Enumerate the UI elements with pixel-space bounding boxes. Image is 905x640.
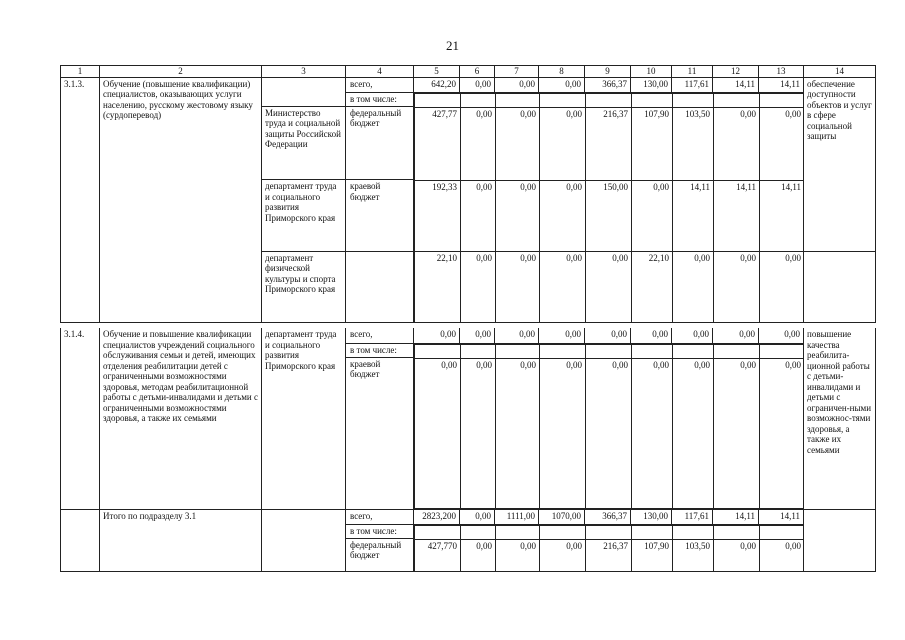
table-row bbox=[61, 328, 876, 343]
value-cell bbox=[586, 344, 632, 358]
values-block bbox=[414, 343, 804, 509]
table-row bbox=[415, 93, 804, 107]
result-cell bbox=[804, 251, 876, 323]
values-block bbox=[414, 92, 804, 323]
result-cell: обеспечение доступности объектов и услуг в сфере социальной защиты bbox=[804, 77, 876, 251]
value-cell bbox=[632, 93, 673, 107]
value-cell bbox=[540, 93, 586, 107]
value-cell: 0,00 bbox=[496, 180, 540, 251]
value-cell bbox=[496, 344, 540, 358]
value-cell bbox=[540, 525, 586, 539]
executor-cell: департамент физической культуры и спорта Приморского края bbox=[262, 251, 346, 323]
value-cell: 2823,200 bbox=[414, 509, 460, 524]
item-code: 3.1.3. bbox=[61, 77, 100, 323]
table-row bbox=[61, 77, 876, 92]
value-cell: 14,11 bbox=[760, 180, 804, 251]
program-table bbox=[60, 65, 876, 323]
value-cell bbox=[415, 344, 461, 358]
col-header: 5 bbox=[414, 66, 460, 78]
result-cell bbox=[804, 509, 876, 572]
value-cell: 0,00 bbox=[496, 358, 540, 508]
item-code bbox=[61, 509, 100, 572]
value-cell: 0,00 bbox=[672, 328, 713, 343]
value-cell: 0,00 bbox=[586, 251, 632, 322]
value-cell: 0,00 bbox=[714, 107, 760, 180]
col-header: 10 bbox=[631, 66, 672, 78]
table-row bbox=[415, 358, 804, 508]
value-cell: 0,00 bbox=[461, 251, 496, 322]
value-cell: 14,11 bbox=[673, 180, 714, 251]
value-cell: 0,00 bbox=[673, 358, 714, 508]
value-cell: 150,00 bbox=[586, 180, 632, 251]
value-cell: 0,00 bbox=[495, 77, 539, 92]
value-cell: 0,00 bbox=[496, 107, 540, 180]
value-cell bbox=[461, 344, 496, 358]
executor-cell bbox=[262, 509, 346, 572]
including-label: в том числе: bbox=[346, 92, 414, 106]
value-cell: 0,00 bbox=[460, 77, 495, 92]
value-cell: 0,00 bbox=[713, 328, 759, 343]
value-cell: 0,00 bbox=[714, 539, 760, 571]
value-cell: 427,770 bbox=[415, 539, 461, 571]
value-cell: 427,77 bbox=[415, 107, 461, 180]
source-label: федеральный бюджет bbox=[346, 106, 414, 179]
value-cell: 216,37 bbox=[586, 539, 632, 571]
col-header: 1 bbox=[61, 66, 100, 78]
value-cell: 0,00 bbox=[540, 180, 586, 251]
value-cell: 0,00 bbox=[540, 358, 586, 508]
value-cell bbox=[673, 344, 714, 358]
value-cell: 0,00 bbox=[540, 539, 586, 571]
value-cell: 642,20 bbox=[414, 77, 460, 92]
table-row bbox=[415, 107, 804, 180]
value-cell bbox=[760, 93, 804, 107]
value-cell bbox=[415, 525, 461, 539]
value-cell: 0,00 bbox=[539, 77, 585, 92]
value-cell bbox=[461, 525, 496, 539]
item-code: 3.1.4. bbox=[61, 328, 100, 509]
col-header: 2 bbox=[100, 66, 262, 78]
value-cell: 0,00 bbox=[496, 251, 540, 322]
source-label bbox=[346, 251, 414, 323]
executor-cell bbox=[262, 77, 346, 106]
col-header: 11 bbox=[672, 66, 713, 78]
value-cell: 0,00 bbox=[461, 358, 496, 508]
value-cell: 130,00 bbox=[631, 77, 672, 92]
result-cell: повышение качества реабилита-ционной работы с детьми-инвалидами и детьми с ограничен-ными возможнос-тями здоровья, а также их семьями bbox=[804, 328, 876, 509]
source-label: всего, bbox=[346, 509, 414, 524]
value-cell bbox=[714, 93, 760, 107]
col-header: 13 bbox=[759, 66, 804, 78]
value-cell bbox=[461, 93, 496, 107]
table-row bbox=[415, 251, 804, 322]
value-cell bbox=[632, 525, 673, 539]
value-cell: 366,37 bbox=[585, 77, 631, 92]
executor-cell: Министерство труда и социальной защиты Российской Федерации bbox=[262, 106, 346, 179]
value-cell bbox=[586, 525, 632, 539]
value-cell: 117,61 bbox=[672, 509, 713, 524]
value-cell: 0,00 bbox=[415, 358, 461, 508]
value-cell bbox=[540, 344, 586, 358]
source-label: всего, bbox=[346, 77, 414, 92]
value-cell: 0,00 bbox=[461, 539, 496, 571]
value-cell: 0,00 bbox=[632, 358, 673, 508]
source-label: федеральный бюджет bbox=[346, 538, 414, 571]
value-cell: 0,00 bbox=[714, 358, 760, 508]
value-cell: 14,11 bbox=[713, 77, 759, 92]
values-subtable bbox=[414, 93, 804, 323]
program-table-continued bbox=[60, 328, 876, 572]
value-cell: 22,10 bbox=[632, 251, 673, 322]
col-header: 7 bbox=[495, 66, 539, 78]
value-cell: 107,90 bbox=[632, 539, 673, 571]
value-cell: 0,00 bbox=[632, 180, 673, 251]
source-label: всего, bbox=[346, 328, 414, 343]
value-cell: 14,11 bbox=[713, 509, 759, 524]
value-cell: 0,00 bbox=[461, 180, 496, 251]
value-cell: 0,00 bbox=[760, 107, 804, 180]
value-cell: 0,00 bbox=[673, 251, 714, 322]
value-cell: 0,00 bbox=[539, 328, 585, 343]
table-row bbox=[415, 180, 804, 251]
value-cell: 0,00 bbox=[714, 251, 760, 322]
value-cell: 1070,00 bbox=[539, 509, 585, 524]
source-label: краевой бюджет bbox=[346, 357, 414, 509]
col-header: 12 bbox=[713, 66, 759, 78]
value-cell: 103,50 bbox=[673, 539, 714, 571]
value-cell: 14,11 bbox=[714, 180, 760, 251]
value-cell: 0,00 bbox=[460, 328, 495, 343]
value-cell: 0,00 bbox=[760, 539, 804, 571]
value-cell: 0,00 bbox=[760, 358, 804, 508]
value-cell: 366,37 bbox=[585, 509, 631, 524]
value-cell: 22,10 bbox=[415, 251, 461, 322]
value-cell: 0,00 bbox=[540, 107, 586, 180]
value-cell: 130,00 bbox=[631, 509, 672, 524]
value-cell: 14,11 bbox=[759, 77, 804, 92]
table-row bbox=[415, 525, 804, 539]
value-cell bbox=[496, 525, 540, 539]
value-cell bbox=[760, 344, 804, 358]
value-cell: 0,00 bbox=[585, 328, 631, 343]
table-row bbox=[415, 344, 804, 358]
value-cell: 103,50 bbox=[673, 107, 714, 180]
item-title: Обучение и повышение квалификации специалистов учреждений социального обслуживания семьи и детей, имеющих отделения реабилитации детей с ограниченными возможностями здоровья, методам реабилитационной работы с детьми-инвалидами и детьми с ограниченными возможностями здоровья, а также их семьями bbox=[100, 328, 262, 509]
table-row bbox=[61, 509, 876, 524]
value-cell: 192,33 bbox=[415, 180, 461, 251]
value-cell bbox=[714, 525, 760, 539]
item-title: Итого по подразделу 3.1 bbox=[100, 509, 262, 572]
value-cell: 117,61 bbox=[672, 77, 713, 92]
value-cell: 0,00 bbox=[461, 107, 496, 180]
value-cell bbox=[760, 525, 804, 539]
col-header: 6 bbox=[460, 66, 495, 78]
value-cell bbox=[586, 93, 632, 107]
value-cell bbox=[673, 525, 714, 539]
values-subtable bbox=[414, 525, 804, 572]
value-cell: 0,00 bbox=[460, 509, 495, 524]
value-cell: 216,37 bbox=[586, 107, 632, 180]
value-cell: 14,11 bbox=[759, 509, 804, 524]
value-cell bbox=[714, 344, 760, 358]
column-numbers-row bbox=[61, 66, 876, 78]
item-title: Обучение (повышение квалификации) специалистов, оказывающих услуги населению, русскому жестовому языку (сурдоперевод) bbox=[100, 77, 262, 323]
value-cell: 0,00 bbox=[631, 328, 672, 343]
value-cell: 0,00 bbox=[495, 328, 539, 343]
executor-cell: департамент труда и социального развития Приморского края bbox=[262, 328, 346, 509]
value-cell bbox=[415, 93, 461, 107]
col-header: 14 bbox=[804, 66, 876, 78]
values-subtable bbox=[414, 344, 804, 509]
value-cell: 0,00 bbox=[414, 328, 460, 343]
col-header: 3 bbox=[262, 66, 346, 78]
value-cell: 0,00 bbox=[540, 251, 586, 322]
value-cell bbox=[496, 93, 540, 107]
value-cell: 0,00 bbox=[496, 539, 540, 571]
including-label: в том числе: bbox=[346, 524, 414, 538]
value-cell: 107,90 bbox=[632, 107, 673, 180]
value-cell: 0,00 bbox=[759, 328, 804, 343]
value-cell: 1111,00 bbox=[495, 509, 539, 524]
executor-cell: департамент труда и социального развития Приморского края bbox=[262, 180, 346, 251]
value-cell: 0,00 bbox=[760, 251, 804, 322]
value-cell bbox=[673, 93, 714, 107]
col-header: 9 bbox=[585, 66, 631, 78]
col-header: 8 bbox=[539, 66, 585, 78]
col-header: 4 bbox=[346, 66, 414, 78]
page-number: 21 bbox=[446, 38, 459, 53]
table-row bbox=[415, 539, 804, 571]
value-cell bbox=[632, 344, 673, 358]
including-label: в том числе: bbox=[346, 343, 414, 357]
value-cell: 0,00 bbox=[586, 358, 632, 508]
values-block bbox=[414, 524, 804, 572]
source-label: краевой бюджет bbox=[346, 180, 414, 251]
